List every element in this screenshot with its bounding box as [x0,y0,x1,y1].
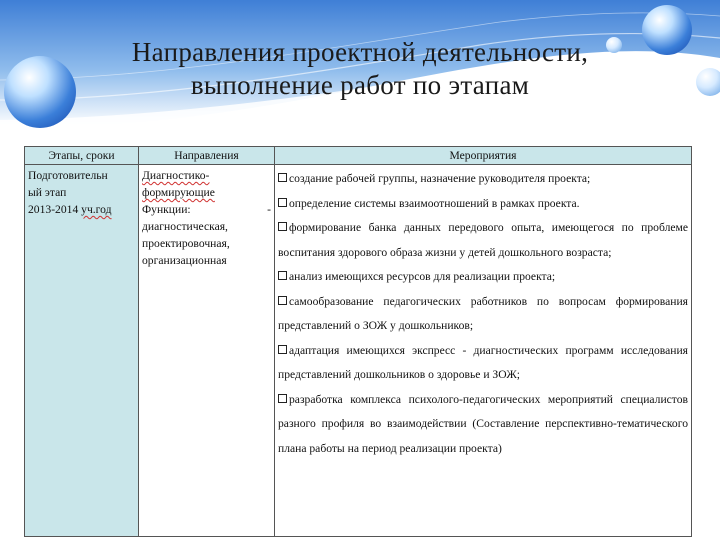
list-item: анализ имеющихся ресурсов для реализации проекта; [278,265,688,290]
table-header-row [25,147,692,165]
direction-line-4: диагностическая, [142,220,228,233]
stage-line-1: Подготовительн [28,169,108,182]
direction-line-6: организационная [142,254,227,267]
stage-years: 2013-2014 [28,203,82,216]
checkbox-icon [278,222,287,231]
list-item: адаптация имеющихся экспресс - диагностических программ исследования представлений дошкольников о здоровье и ЗОЖ; [278,343,688,381]
list-item: разработка комплекса психолого-педагогических мероприятий специалистов разного профиля во взаимодействии (Составление перспективно-тематического плана работы на период реализации проекта) [278,392,688,455]
stage-abbr: уч.год [81,203,112,216]
direction-line-1: Диагностико- [142,169,210,182]
activities-cell [275,165,692,537]
functions-dash: - [267,203,271,216]
header-stages: Этапы, сроки [25,147,139,165]
checkbox-icon [278,345,287,354]
direction-cell [139,165,275,537]
checkbox-icon [278,394,287,403]
table-row [25,165,692,537]
stage-line-2: ый этап [28,186,67,199]
checkbox-icon [278,296,287,305]
direction-line-5: проектировочная, [142,237,230,250]
functions-row [142,201,271,218]
page-title [0,36,720,102]
list-item: формирование банка данных передового опыта, имеющегося по проблеме воспитания здорового образа жизни у детей дошкольного возраста; [278,221,688,259]
direction-line-2: формирующие [142,186,215,199]
stage-cell [25,165,139,537]
checkbox-icon [278,198,287,207]
title-line-1: Направления проектной деятельности, [131,37,589,67]
header-directions: Направления [139,147,275,165]
header-activities: Мероприятия [275,147,692,165]
list-item: создание рабочей группы, назначение руководителя проекта; [278,167,688,192]
checkbox-icon [278,173,287,182]
stages-table [24,146,692,537]
stage-line-3 [28,201,135,218]
functions-label: Функции: [142,203,191,216]
list-item: определение системы взаимоотношений в рамках проекта. [278,192,688,217]
list-item: самообразование педагогических работников по вопросам формирования представлений о ЗОЖ у дошкольников; [278,294,688,332]
title-line-2: выполнение работ по этапам [190,70,530,100]
checkbox-icon [278,271,287,280]
